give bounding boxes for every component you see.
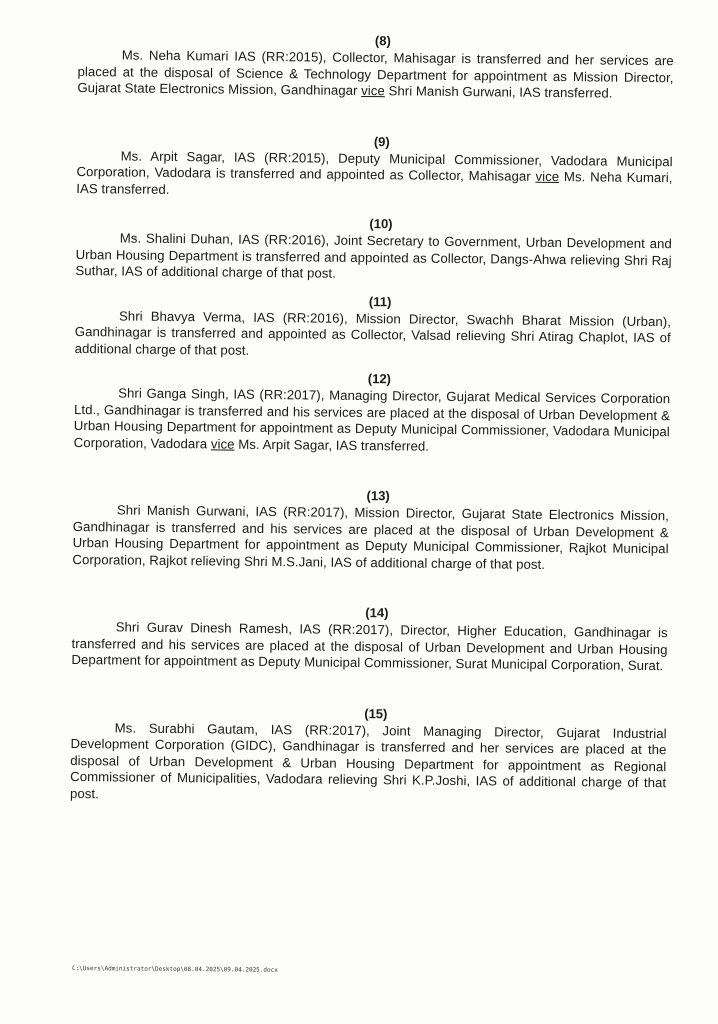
order-item-14 (71, 602, 668, 675)
footer-file-path: C:\Users\Administrator\Desktop\08.04.2025\09.04.2025.docx (71, 965, 278, 974)
item-text-part: Shri Ganga Singh, IAS (RR:2017), Managing Director, Gujarat Medical Services Corporation Ltd., Gandhinagar is transferred and his services are placed at the disposal of Urban Development & Urban Housing Department for appointment as Deputy Municipal Commissioner, Vadodara Municipal Corporation, Vadodara (73, 385, 671, 451)
item-number: (8) (374, 33, 391, 49)
item-text-part: Ms. Neha Kumari, IAS transferred. (76, 169, 673, 197)
item-number: (12) (367, 371, 392, 387)
item-text: Shri Gurav Dinesh Ramesh, IAS (RR:2017), Director, Higher Education, Gandhinagar is transferred and his services are placed at the disposal of Urban Development and Urban Housing Department for appointment as Deputy Municipal Commissioner, Surat Municipal Corporation, Surat. (71, 619, 668, 674)
item-text: Shri Manish Gurwani, IAS (RR:2017), Mission Director, Gujarat State Electronics Mission, Gandhinagar is transferred and his services are placed at the disposal of Urban Development & Urban Housing Department for appointment as Deputy Municipal Commissioner, Rajkot Municipal Corporation, Rajkot relieving Shri M.S.Jani, IAS of additional charge of that post. (72, 502, 670, 572)
item-number: (15) (364, 705, 388, 721)
order-item-11 (75, 290, 672, 363)
item-text (76, 147, 672, 203)
order-item-12 (74, 368, 671, 457)
order-item-9 (76, 130, 673, 203)
item-number: (9) (373, 133, 390, 149)
vice-word: vice (361, 82, 385, 99)
item-text-part: Shri Manish Gurwani, IAS transferred. (384, 83, 613, 101)
item-text (74, 385, 671, 457)
order-items (70, 30, 674, 808)
item-text (77, 47, 673, 103)
item-text: Ms. Shalini Duhan, IAS (RR:2016), Joint Secretary to Government, Urban Development and Urban Housing Department is transferred and appointed as Collector, Dangs-Ahwa relieving Shri Raj Suthar, IAS of additional charge of that post. (75, 230, 672, 281)
item-text-part: Ms. Arpit Sagar, IAS transferred. (234, 436, 430, 454)
order-item-13 (72, 485, 669, 574)
item-text: Ms. Surabhi Gautam, IAS (RR:2017), Joint Managing Director, Gujarat Industrial Development Corporation (GIDC), Gandhinagar is transferred and her services are placed at the disposal of Urban Development & Urban Housing Department for appointment as Regional Commissioner of Municipalities, Vadodara relieving Shri K.P.Joshi, IAS of additional charge of that post. (69, 719, 667, 801)
order-item-15 (70, 702, 667, 808)
item-text: Shri Bhavya Verma, IAS (RR:2016), Mission Director, Swachh Bharat Mission (Urban), Gandhinagar is transferred and appointed as Collector, Valsad relieving Shri Atirag Chaplot, IAS of additional charge of that post. (74, 307, 672, 358)
item-number: (13) (366, 488, 390, 504)
order-item-8 (77, 30, 674, 103)
order-item-10 (75, 213, 672, 286)
item-number: (10) (369, 216, 393, 232)
vice-word: vice (535, 168, 560, 185)
item-number: (14) (365, 605, 389, 621)
item-text-part: Ms. Neha Kumari IAS (RR:2015), Collector, Mahisagar is transferred and her services are placed at the disposal of Science & Technology Department for appointment as Mission Director, Gujarat State Electronics Mission, Gandhinagar (77, 47, 674, 98)
vice-word: vice (210, 435, 235, 452)
item-text-part: Ms. Arpit Sagar, IAS (RR:2015), Deputy Municipal Commissioner, Vadodara Municipal Corporation, Vadodara is transferred and appointed as Collector, Mahisagar (76, 147, 673, 184)
item-number: (11) (368, 293, 392, 309)
